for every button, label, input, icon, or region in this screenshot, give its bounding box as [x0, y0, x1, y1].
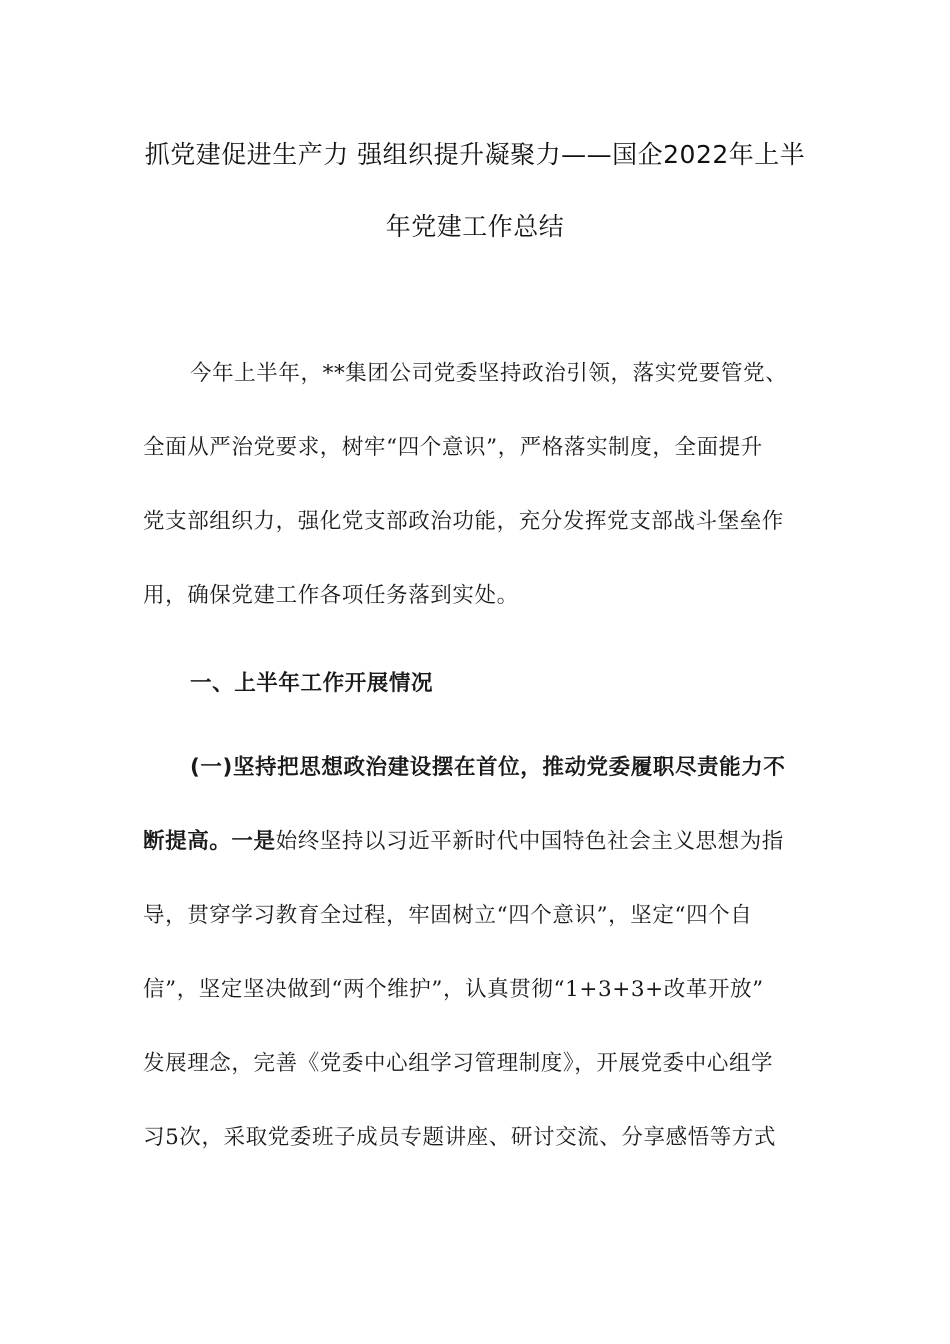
- intro-paragraph-line-3: 党支部组织力，强化党支部政治功能，充分发挥党支部战斗堡垒作: [143, 509, 784, 534]
- subsection-text-start: 始终坚持以习近平新时代中国特色社会主义思想为指: [275, 829, 784, 854]
- subsection-heading-line-2: 断提高。一是: [143, 829, 276, 854]
- document-title-line-1: 抓党建促进生产力 强组织提升凝聚力——国企2022年上半: [144, 140, 806, 169]
- section-heading: 一、上半年工作开展情况: [190, 671, 434, 696]
- subsection-paragraph-line-2: 导，贯穿学习教育全过程，牢固树立“四个意识”，坚定“四个自: [143, 903, 753, 928]
- intro-paragraph-line-4: 用，确保党建工作各项任务落到实处。: [143, 583, 519, 608]
- intro-paragraph-line-1: 今年上半年，**集团公司党委坚持政治引领，落实党要管党、: [190, 361, 788, 386]
- subsection-paragraph-line-5: 习5次，采取党委班子成员专题讲座、研讨交流、分享感悟等方式: [143, 1125, 777, 1150]
- subsection-paragraph-line-1: [143, 827, 803, 857]
- intro-paragraph-line-2: 全面从严治党要求，树牢“四个意识”，严格落实制度，全面提升: [143, 435, 763, 460]
- subsection-heading-line-1: (一)坚持把思想政治建设摆在首位，推动党委履职尽责能力不: [190, 755, 786, 780]
- document-title-line-2: 年党建工作总结: [385, 212, 565, 241]
- subsection-paragraph-line-3: 信”，坚定坚决做到“两个维护”，认真贯彻“1+3+3+改革开放”: [143, 977, 764, 1002]
- subsection-paragraph-line-4: 发展理念，完善《党委中心组学习管理制度》，开展党委中心组学: [143, 1051, 774, 1076]
